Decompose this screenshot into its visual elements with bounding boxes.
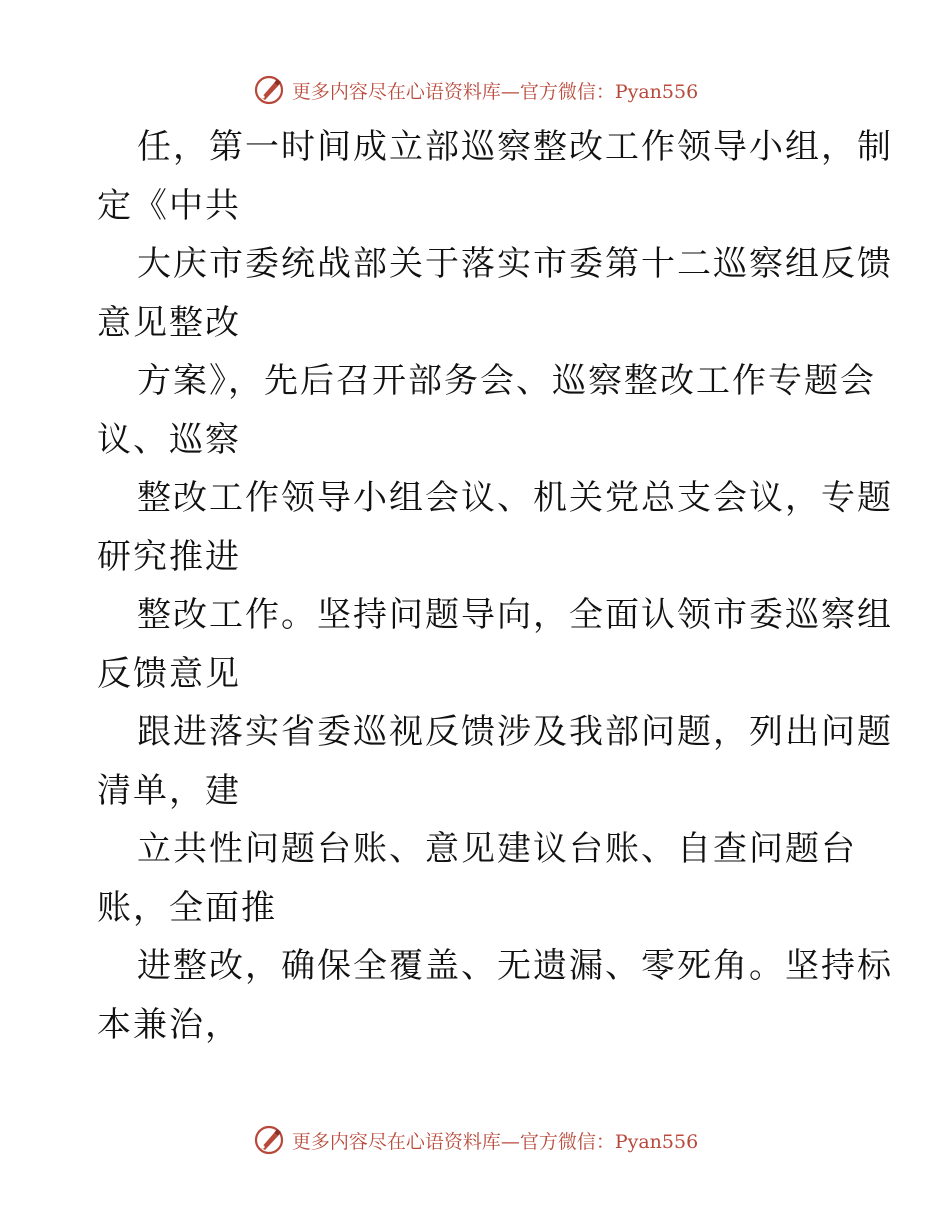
pen-logo-icon bbox=[252, 73, 286, 107]
text-line: 意见整改 bbox=[97, 302, 241, 343]
header-banner-text: 更多内容尽在心语资料库—官方微信：Pyan556 bbox=[291, 80, 699, 103]
text-line: 方案》，先后召开部务会、巡察整改工作专题会 bbox=[137, 361, 876, 401]
text-line: 任，第一时间成立部巡察整改工作领导小组，制 bbox=[137, 127, 893, 167]
text-line: 清单，建 bbox=[97, 770, 241, 811]
text-line: 进整改，确保全覆盖、无遗漏、零死角。坚持标 bbox=[137, 946, 893, 986]
text-line: 跟进落实省委巡视反馈涉及我部问题，列出问题 bbox=[137, 712, 893, 752]
text-line: 本兼治， bbox=[97, 1004, 241, 1045]
text-line: 研究推进 bbox=[97, 536, 241, 577]
footer-banner-text: 更多内容尽在心语资料库—官方微信：Pyan556 bbox=[291, 1130, 699, 1153]
text-line: 整改工作。坚持问题导向，全面认领市委巡察组 bbox=[137, 595, 893, 635]
text-line: 反馈意见 bbox=[97, 653, 241, 694]
header-banner bbox=[0, 70, 950, 110]
footer-banner bbox=[0, 1120, 950, 1160]
text-line: 立共性问题台账、意见建议台账、自查问题台 bbox=[137, 829, 857, 869]
text-line: 账，全面推 bbox=[97, 887, 277, 928]
text-line: 整改工作领导小组会议、机关党总支会议，专题 bbox=[137, 478, 893, 518]
text-line: 议、巡察 bbox=[97, 419, 241, 460]
document-body bbox=[97, 118, 893, 1054]
text-line: 大庆市委统战部关于落实市委第十二巡察组反馈 bbox=[137, 244, 893, 284]
text-line: 定《中共 bbox=[97, 185, 241, 226]
pen-logo-icon bbox=[252, 1123, 286, 1157]
